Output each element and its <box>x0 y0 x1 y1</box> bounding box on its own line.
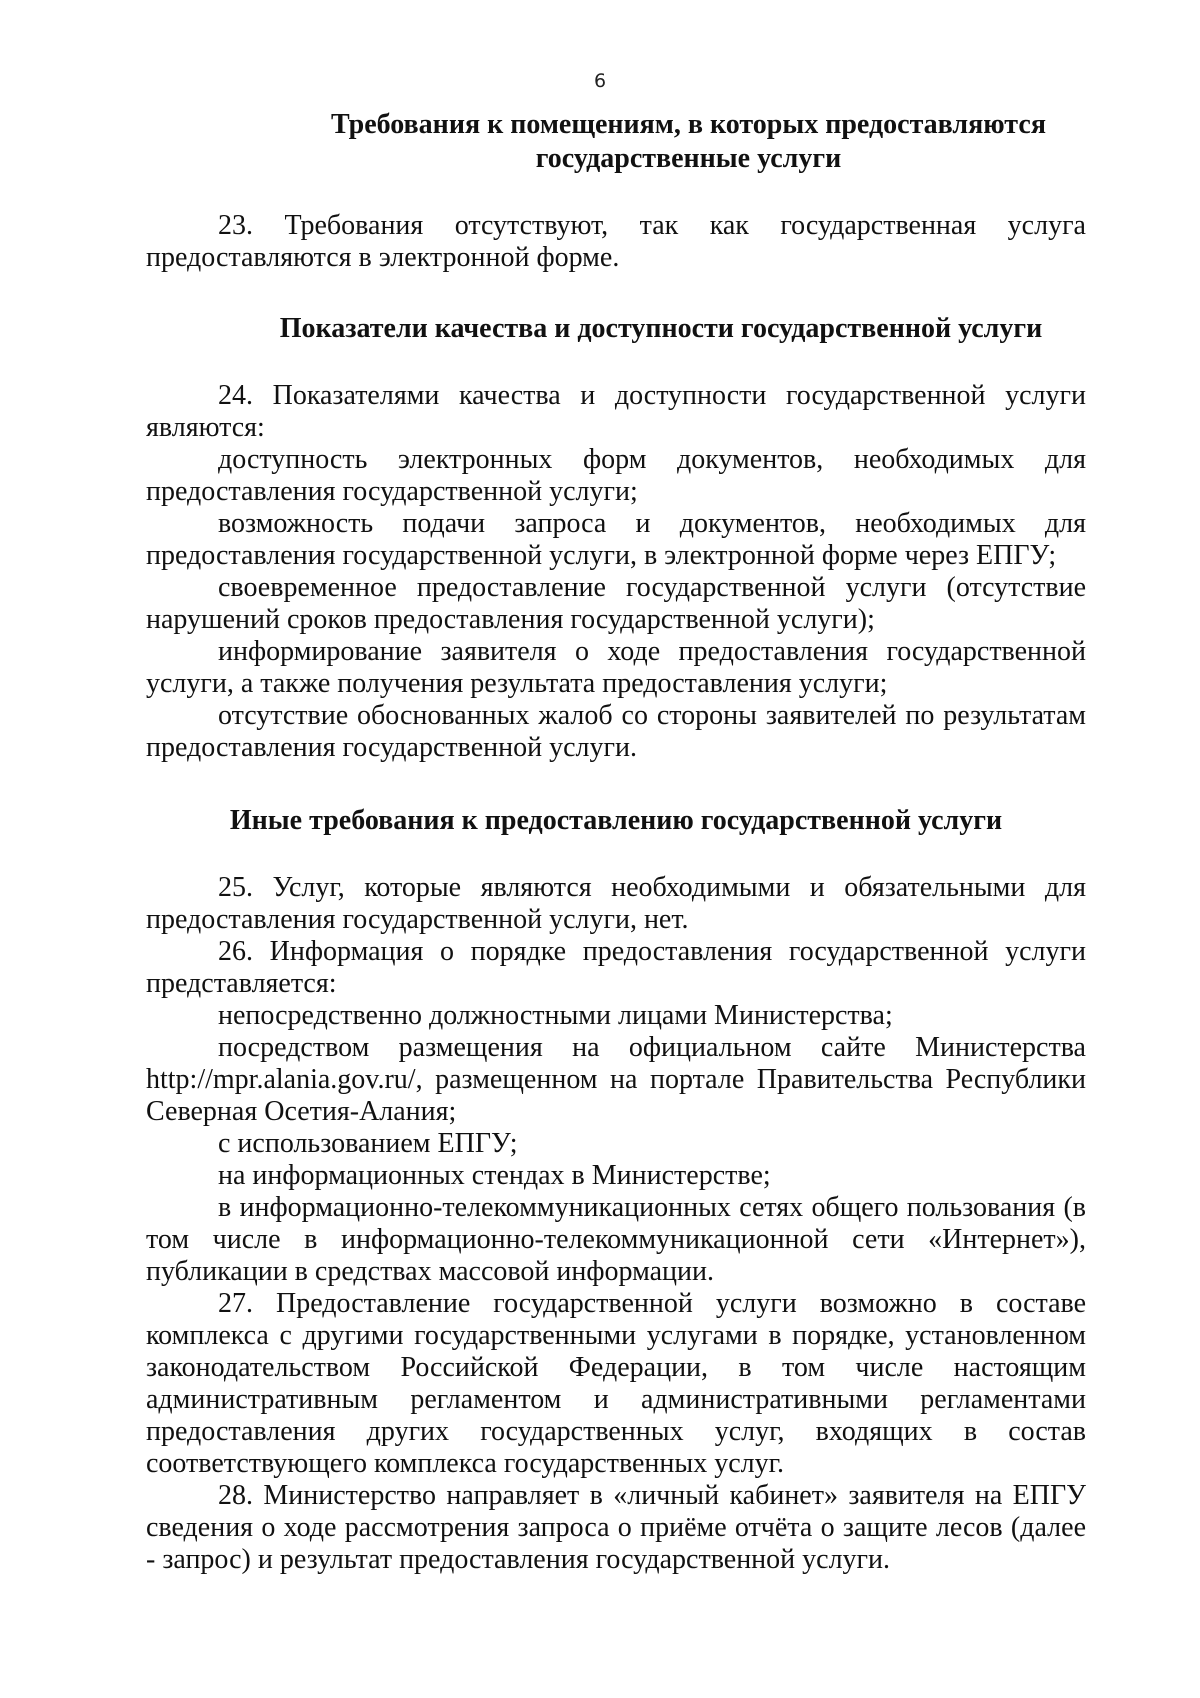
info-channel-stands: на информационных стендах в Министерстве; <box>218 1160 771 1191</box>
page-number: 6 <box>593 70 607 92</box>
spacer <box>146 838 1086 872</box>
paragraph-27: 27. Предоставление государственной услуги возможно в составе комплекса с другими государственными услугами в порядке, установленном законодательством Российской Федерации, в том числе настоящим административным регламентом и административными регламентами предоставления других государственных услуг, входящих в состав соответствующего комплекса государственных услуг. <box>146 1288 1086 1479</box>
spacer <box>146 346 1086 380</box>
info-channel-officials: непосредственно должностными лицами Министерства; <box>218 1000 893 1031</box>
paragraph-28: 28. Министерство направляет в «личный кабинет» заявителя на ЕПГУ сведения о ходе рассмотрения запроса о приёме отчёта о защите лесов (далее - запрос) и результат предоставления государственной услуги. <box>146 1480 1086 1575</box>
info-channel-website: посредством размещения на официальном сайте Министерства http://mpr.alania.gov.ru/, размещенном на портале Правительства Республики Северная Осетия-Алания; <box>146 1032 1086 1127</box>
paragraph-26-intro: 26. Информация о порядке предоставления государственной услуги представляется: <box>146 936 1086 999</box>
heading-quality-indicators: Показатели качества и доступности государственной услуги <box>279 313 1043 344</box>
info-channel-epgu: с использованием ЕПГУ; <box>218 1128 518 1159</box>
quality-item-timely-provision: своевременное предоставление государственной услуги (отсутствие нарушений сроков предоставления государственной услуги); <box>146 572 1086 635</box>
quality-item-request-submission: возможность подачи запроса и документов, необходимых для предоставления государственной услуги, в электронной форме через ЕПГУ; <box>146 508 1086 571</box>
info-channel-public-networks: в информационно-телекоммуникационных сетях общего пользования (в том числе в информационно-телекоммуникационной сети «Интернет»), публикации в средствах массовой информации. <box>146 1192 1086 1287</box>
quality-item-no-complaints: отсутствие обоснованных жалоб со стороны заявителей по результатам предоставления государственной услуги. <box>146 700 1086 763</box>
paragraph-25: 25. Услуг, которые являются необходимыми и обязательными для предоставления государственной услуги, нет. <box>146 872 1086 935</box>
spacer <box>146 176 1086 210</box>
document-body <box>146 108 1086 1576</box>
heading-premises-requirements: Требования к помещениям, в которых предоставляются государственные услуги <box>331 109 1046 174</box>
quality-item-electronic-forms: доступность электронных форм документов, необходимых для предоставления государственной услуги; <box>146 444 1086 507</box>
paragraph-24-intro: 24. Показателями качества и доступности государственной услуги являются: <box>146 380 1086 443</box>
quality-item-applicant-informing: информирование заявителя о ходе предоставления государственной услуги, а также получения результата предоставления услуги; <box>146 636 1086 699</box>
heading-other-requirements: Иные требования к предоставлению государственной услуги <box>229 805 1003 836</box>
paragraph-23: 23. Требования отсутствуют, так как государственная услуга предоставляются в электронной форме. <box>146 210 1086 273</box>
